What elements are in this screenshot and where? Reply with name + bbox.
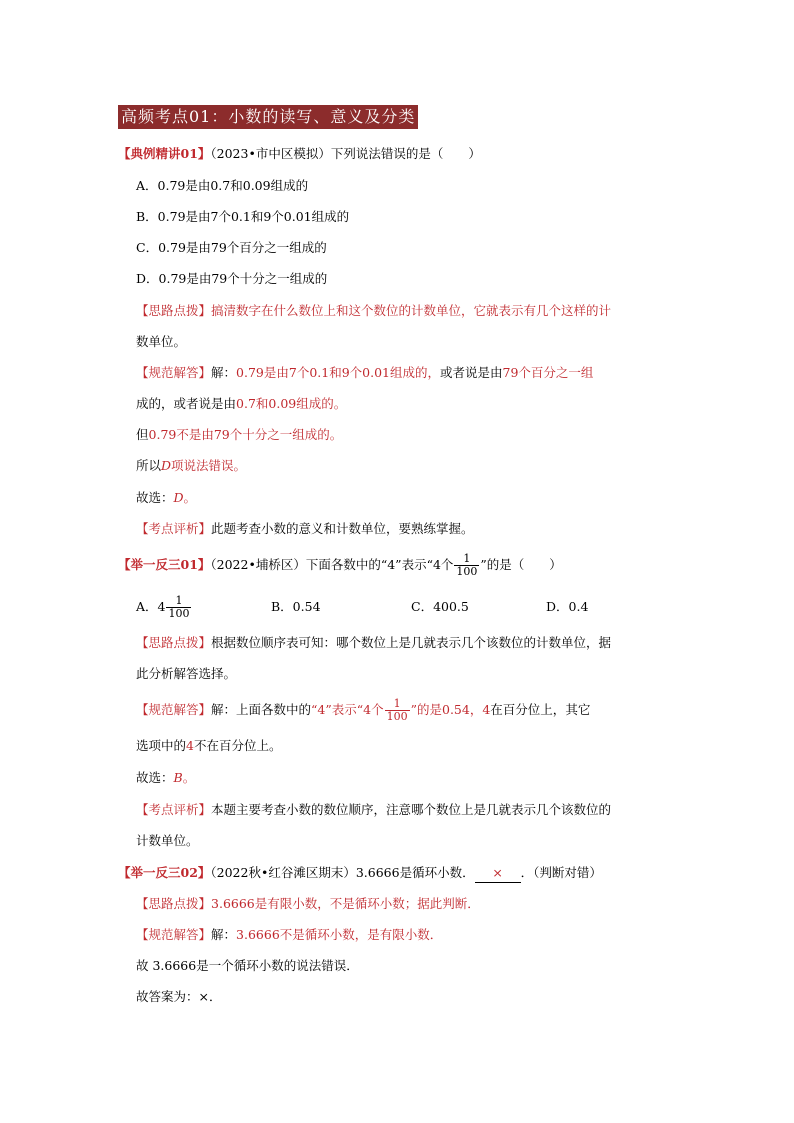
- solution-line-2: 成的，或者说是由0.7和0.09组成的。: [136, 396, 347, 411]
- hint-line-1: 【思路点拨】根据数位顺序表可知：哪个数位上是几就表示几个该数位的计数单位，据: [136, 635, 612, 650]
- solution-tag: 【规范解答】: [136, 702, 212, 717]
- evaluation-line-2: 计数单位。: [136, 833, 199, 848]
- option-b: B．0.54: [271, 599, 321, 614]
- answer-line: 故选：B。: [136, 770, 196, 785]
- solution-line-1: 【规范解答】解：0.79是由7个0.1和9个0.01组成的，或者说是由79个百分之一组: [136, 365, 594, 380]
- option-c: C．0.79是由79个百分之一组成的: [136, 240, 327, 255]
- option-a: A．4 $\frac{1}{100}$: [136, 594, 190, 620]
- hint-tag: 【思路点拨】: [136, 635, 212, 650]
- question-3-stem: 【举一反三02】（2022秋•红谷滩区期末）3.6666是循环小数． × ．（判断对错）: [118, 864, 602, 882]
- hint-line: 【思路点拨】3.6666是有限小数，不是循环小数；据此判断．: [136, 896, 480, 911]
- hint-line-2: 数单位。: [136, 334, 187, 349]
- evaluation-line-1: 【考点评析】本题主要考查小数的数位顺序，注意哪个数位上是几就表示几个该数位的: [136, 802, 612, 817]
- fraction: $\frac{1}{100}$: [168, 594, 190, 620]
- solution-line-4: 所以D项说法错误。: [136, 458, 247, 473]
- evaluation-tag: 【考点评析】: [136, 521, 212, 536]
- option-d: D．0.4: [546, 599, 589, 614]
- fraction: $\frac{1}{100}$: [386, 697, 408, 723]
- question-2-stem: 【举一反三01】（2022•埔桥区）下面各数中的“4”表示“4个 $\frac{1}{100}$ ”的是（ ）: [118, 552, 562, 578]
- solution-line-2: 故 3.6666是一个循环小数的说法错误．: [136, 958, 359, 973]
- question-tag: 【举一反三01】: [118, 557, 211, 572]
- option-a: A．0.79是由0.7和0.09组成的: [136, 178, 309, 193]
- answer-blank: ×: [475, 864, 521, 883]
- option-d: D．0.79是由79个十分之一组成的: [136, 271, 328, 286]
- question-tag: 【举一反三02】: [118, 865, 211, 880]
- answer-line: 故答案为：×．: [136, 989, 222, 1004]
- hint-tag: 【思路点拨】: [136, 896, 212, 911]
- solution-line-2: 选项中的4不在百分位上。: [136, 738, 282, 753]
- solution-line-1: 【规范解答】解：3.6666不是循环小数，是有限小数．: [136, 927, 443, 942]
- evaluation-tag: 【考点评析】: [136, 802, 212, 817]
- fraction: $\frac{1}{100}$: [456, 552, 478, 578]
- option-c: C．400.5: [411, 599, 469, 614]
- solution-line-1: 【规范解答】解：上面各数中的“4”表示“4个 $\frac{1}{100}$ ”的是0.54，4在百分位上，其它: [136, 697, 591, 723]
- evaluation-line: 【考点评析】此题考查小数的意义和计数单位，要熟练掌握。: [136, 521, 474, 536]
- hint-line-1: 【思路点拨】搞清数字在什么数位上和这个数位的计数单位，它就表示有几个这样的计: [136, 303, 612, 318]
- answer-line: 故选：D。: [136, 490, 197, 505]
- solution-line-3: 但0.79不是由79个十分之一组成的。: [136, 427, 343, 442]
- option-b: B．0.79是由7个0.1和9个0.01组成的: [136, 209, 350, 224]
- question-tag: 【典例精讲01】: [118, 146, 211, 161]
- solution-tag: 【规范解答】: [136, 927, 212, 942]
- section-title: 高频考点01：小数的读写、意义及分类: [118, 105, 418, 129]
- hint-line-2: 此分析解答选择。: [136, 666, 237, 681]
- solution-tag: 【规范解答】: [136, 365, 212, 380]
- question-1-stem: 【典例精讲01】（2023•市中区模拟）下列说法错误的是（ ）: [118, 146, 481, 161]
- hint-tag: 【思路点拨】: [136, 303, 212, 318]
